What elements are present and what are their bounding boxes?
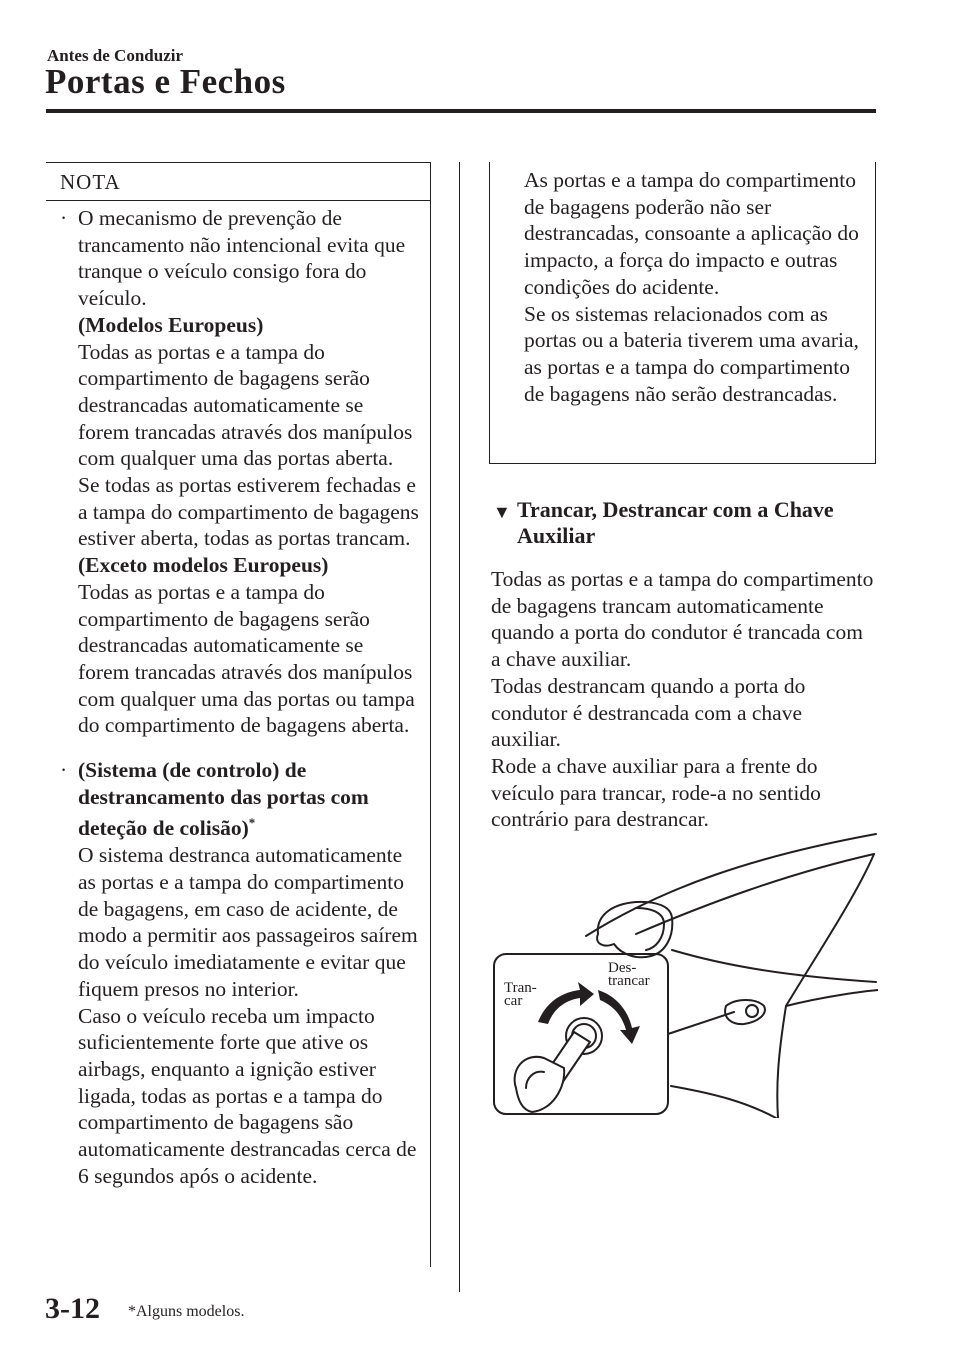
beltline [672,950,876,982]
mirror-shape [597,902,672,957]
collision-unlock-heading-text: (Sistema (de controlo) de destrancamento das portas com deteção de colisão) [78,758,369,841]
collision-unlock-paragraph-2: Caso o veículo receba um impacto suficientemente forte que ative os airbags, enquanto a ignição estiver ligada, todas as portas e a tampa do compartimento de bagagens são automaticamente destrancadas cerca de 6 segundos após o acidente. [78,1003,417,1188]
page-number: 3-12 [45,1292,100,1325]
door-key-illustration [486,826,878,1118]
lock-label-line-1: Tran- [504,980,537,996]
continuation-paragraph-2: Se os sistemas relacionados com as portas ou a bateria tiverem uma avaria, as portas e a tampa do compartimento de bagagens não serão destrancadas. [524,301,859,406]
bullet: · [60,758,68,783]
body-line [786,990,878,1006]
key-head [515,1057,565,1112]
page-title: Portas e Fechos [45,62,286,101]
eu-models-paragraph-2: Se todas as portas estiverem fechadas e a tampa do compartimento de bagagens estiver aberta, todas as portas trancam. [78,473,419,551]
nota-item-collision-unlock [60,757,420,1189]
non-eu-models-heading: (Exceto modelos Europeus) [78,553,329,578]
eu-models-heading: (Modelos Europeus) [78,312,264,337]
collision-unlock-paragraph-1: O sistema destranca automaticamente as portas e a tampa do compartimento de bagagens, em caso de acidente, de modo a permitir aos passageiros saírem do veículo imediatamente e evitar que fiquem presos no interior. [78,843,418,1001]
eu-models-paragraph-1: Todas as portas e a tampa do compartimento de bagagens serão destrancadas automaticamente se forem trancadas através dos manípulos com qualquer uma das portas aberta. [78,339,413,471]
door-frame-line [586,834,876,936]
triangle-down-icon: ▼ [493,502,511,522]
lock-label-line-2: car [504,993,523,1009]
section-heading [493,497,873,549]
door-edge-line [777,1006,786,1118]
section-body [491,566,876,833]
door-lower-line [671,1086,776,1118]
unlock-label [608,962,650,988]
section-label: Antes de Conduzir [47,46,184,65]
section-paragraph-2: Todas destrancam quando a porta do condutor é destrancada com a chave auxiliar. [491,673,806,752]
continuation-text [524,167,869,407]
lock-label [504,982,537,1008]
column-divider [459,162,460,1292]
non-eu-models-paragraph: Todas as portas e a tampa do compartimento de bagagens serão destrancadas automaticamente se forem trancadas através dos manípulos com qualquer uma das portas ou tampa do compartimento de bagagens aberta. [78,579,415,738]
bullet: · [60,206,68,230]
nota-list [60,205,420,1207]
nota-item-lock-prevention [60,205,420,739]
door-key-svg [486,826,878,1118]
unlock-label-line-1: Des- [608,960,637,976]
optional-feature-asterisk: * [248,815,256,831]
pillar-line [786,854,874,1006]
section-paragraph-3: Rode a chave auxiliar para a frente do veículo para trancar, rode-a no sentido contrário para destrancar. [491,753,821,832]
keyhole-outer [746,1005,758,1017]
leader-line [668,1012,734,1034]
section-paragraph-1: Todas as portas e a tampa do compartimento de bagagens trancam automaticamente quando a porta do condutor é trancada com a chave auxiliar. [491,567,874,672]
unlock-label-line-2: trancar [608,973,650,989]
collision-unlock-heading [78,757,420,842]
title-rule [46,109,876,113]
nota-title: NOTA [60,170,121,194]
nota-item-intro: O mecanismo de prevenção de trancamento não intencional evita que tranque o veículo consigo fora do veículo. [78,206,406,311]
continuation-paragraph-1: As portas e a tampa do compartimento de bagagens poderão não ser destrancadas, consoante a aplicação do impacto, a força do impacto e outras condições do acidente. [524,168,859,299]
nota-divider [46,200,431,201]
footnote: *Alguns modelos. [128,1303,245,1320]
section-heading-text: Trancar, Destrancar com a Chave Auxiliar [517,497,834,548]
unlock-arrow [598,990,640,1044]
